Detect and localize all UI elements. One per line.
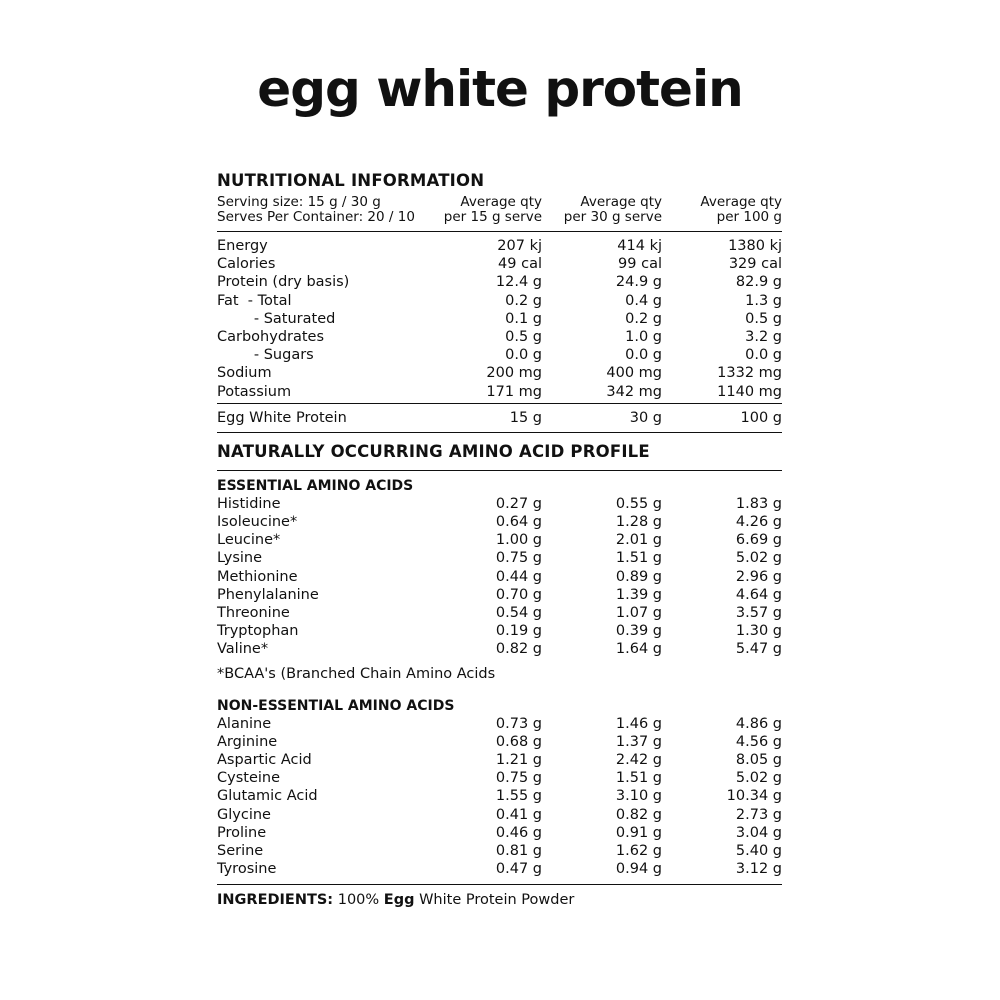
row-value: 0.89 g xyxy=(615,568,662,585)
row-label: Protein (dry basis) xyxy=(217,274,350,291)
row-value: 4.64 g xyxy=(735,586,782,603)
row-value: 0.27 g xyxy=(495,495,542,512)
row-label: Methionine xyxy=(217,568,298,585)
row-value: 1.37 g xyxy=(615,733,662,750)
row-value: 0.68 g xyxy=(495,733,542,750)
amino-acid-row xyxy=(217,733,782,751)
row-label: Energy xyxy=(217,238,268,254)
ingredients-bold-word: Egg xyxy=(383,892,415,909)
row-value: 1.51 g xyxy=(615,550,662,567)
row-value: 1.51 g xyxy=(615,770,662,787)
row-label: Alanine xyxy=(217,715,272,732)
row-value: 3.2 g xyxy=(745,328,782,345)
row-value: 200 mg xyxy=(486,365,542,382)
nutrition-heading: NUTRITIONAL INFORMATION xyxy=(217,171,485,190)
row-value: 0.41 g xyxy=(495,806,542,823)
ingredients-line xyxy=(217,891,782,909)
row-label: Histidine xyxy=(217,495,281,512)
row-value: 0.2 g xyxy=(505,292,542,309)
row-label: Valine* xyxy=(217,641,269,658)
nutrition-row xyxy=(217,310,782,328)
row-value: 6.69 g xyxy=(735,532,782,549)
row-value: 414 kj xyxy=(617,238,662,254)
row-value: 1.0 g xyxy=(625,328,662,345)
row-value: 1.39 g xyxy=(615,586,662,603)
row-value: 2.01 g xyxy=(615,532,662,549)
row-value: 0.5 g xyxy=(745,310,782,327)
row-label: Leucine* xyxy=(217,532,281,549)
row-label: Glycine xyxy=(217,806,271,823)
page-title: egg white protein xyxy=(257,60,743,118)
ingredients-label: INGREDIENTS: xyxy=(217,892,334,909)
nutrition-row xyxy=(217,273,782,291)
nutrition-row xyxy=(217,255,782,273)
row-value: 1.21 g xyxy=(495,751,542,768)
essential-amino-rows xyxy=(217,495,782,659)
row-value: 0.81 g xyxy=(495,842,542,859)
nutrition-panel xyxy=(217,171,782,909)
row-value: 0.19 g xyxy=(495,623,542,640)
row-value: 1.46 g xyxy=(615,715,662,732)
amino-acid-row xyxy=(217,769,782,787)
egg-white-protein-row: Egg White Protein 15 g 30 g 100 g xyxy=(217,409,782,426)
row-value: 171 mg xyxy=(486,383,542,400)
row-label: Aspartic Acid xyxy=(217,751,312,768)
row-value: 2.42 g xyxy=(615,751,662,768)
amino-acid-row xyxy=(217,824,782,842)
row-value: 0.64 g xyxy=(495,514,542,531)
row-label: Glutamic Acid xyxy=(217,788,318,805)
row-label: Isoleucine* xyxy=(217,514,298,531)
nutrition-row xyxy=(217,292,782,310)
nutrition-row xyxy=(217,383,782,401)
amino-acid-row xyxy=(217,842,782,860)
row-value: 1.62 g xyxy=(615,842,662,859)
row-value: 4.56 g xyxy=(735,733,782,750)
nutrition-row xyxy=(217,364,782,382)
ingredients-text-post: White Protein Powder xyxy=(414,892,575,909)
amino-acid-row xyxy=(217,568,782,586)
row-value: 0.46 g xyxy=(495,824,542,841)
nutrition-row xyxy=(217,237,782,255)
row-label: Fat - Total xyxy=(217,292,292,309)
row-value: 0.2 g xyxy=(625,310,662,327)
column-header xyxy=(217,195,782,225)
nutrition-row xyxy=(217,328,782,346)
row-value: 5.40 g xyxy=(735,842,782,859)
row-value: 0.73 g xyxy=(495,715,542,732)
row-value: 4.86 g xyxy=(735,715,782,732)
row-value: 1.28 g xyxy=(615,514,662,531)
row-value: 82.9 g xyxy=(735,274,782,291)
row-value: 0.4 g xyxy=(625,292,662,309)
essential-heading: ESSENTIAL AMINO ACIDS xyxy=(217,477,414,494)
row-value: 207 kj xyxy=(497,238,542,254)
row-value: 342 mg xyxy=(606,383,662,400)
row-value: 0.39 g xyxy=(615,623,662,640)
row-value: 400 mg xyxy=(606,365,662,382)
row-value: 0.70 g xyxy=(495,586,542,603)
nutrition-rows xyxy=(217,232,782,403)
row-label: - Saturated xyxy=(217,310,336,327)
row-label: Threonine xyxy=(217,605,290,621)
nonessential-heading: NON-ESSENTIAL AMINO ACIDS xyxy=(217,697,455,714)
row-value: 5.47 g xyxy=(735,641,782,658)
row-value: 0.5 g xyxy=(505,328,542,345)
row-value: 49 cal xyxy=(498,256,542,273)
bcaa-note: *BCAA's (Branched Chain Amino Acids xyxy=(217,665,496,682)
row-label: Carbohydrates xyxy=(217,328,325,345)
row-value: 0.75 g xyxy=(495,770,542,787)
row-value: 4.26 g xyxy=(735,514,782,531)
amino-acid-row xyxy=(217,640,782,658)
row-value: 1.30 g xyxy=(735,623,782,640)
amino-acid-row xyxy=(217,715,782,733)
row-value: 0.0 g xyxy=(505,347,542,364)
row-value: 0.1 g xyxy=(505,310,542,327)
amino-acid-row xyxy=(217,622,782,640)
row-value: 1.07 g xyxy=(615,605,662,621)
row-label: Proline xyxy=(217,824,267,841)
row-label: Potassium xyxy=(217,383,292,400)
row-value: 10.34 g xyxy=(726,788,782,805)
amino-acid-row xyxy=(217,751,782,769)
row-value: 1.55 g xyxy=(495,788,542,805)
row-value: 12.4 g xyxy=(495,274,542,291)
row-label: Tyrosine xyxy=(217,861,277,878)
row-value: 3.10 g xyxy=(615,788,662,805)
row-value: 5.02 g xyxy=(735,550,782,567)
row-value: 1.64 g xyxy=(615,641,662,658)
row-value: 0.0 g xyxy=(745,347,782,364)
row-value: 0.91 g xyxy=(615,824,662,841)
row-value: 24.9 g xyxy=(615,274,662,291)
row-value: 3.12 g xyxy=(735,861,782,878)
row-value: 1140 mg xyxy=(717,383,782,400)
row-label: Calories xyxy=(217,256,276,273)
row-value: 1.3 g xyxy=(745,292,782,309)
serving-info xyxy=(217,195,422,225)
egg-white-section xyxy=(217,404,782,432)
row-value: 0.47 g xyxy=(495,861,542,878)
row-value: 3.57 g xyxy=(735,605,782,621)
amino-acid-row xyxy=(217,806,782,824)
row-value: 329 cal xyxy=(728,256,782,273)
row-value: 1332 mg xyxy=(717,365,782,382)
row-value: 1380 kj xyxy=(728,238,782,254)
row-value: 0.55 g xyxy=(615,495,662,512)
row-value: 0.75 g xyxy=(495,550,542,567)
row-value: 0.0 g xyxy=(625,347,662,364)
row-value: 1.00 g xyxy=(495,532,542,549)
nonessential-amino-rows xyxy=(217,715,782,885)
row-label: Lysine xyxy=(217,550,263,567)
amino-acid-row xyxy=(217,586,782,604)
row-value: 1.83 g xyxy=(735,495,782,512)
amino-acid-row xyxy=(217,495,782,513)
ingredients-text-pre: 100% xyxy=(333,892,384,909)
column-heading-15g: Average qty per 15 g serve xyxy=(443,194,542,225)
column-heading-30g: Average qty per 30 g serve xyxy=(563,194,662,225)
row-label: Arginine xyxy=(217,733,278,750)
row-value: 0.44 g xyxy=(495,568,542,585)
row-value: 3.04 g xyxy=(735,824,782,841)
row-value: 0.82 g xyxy=(615,806,662,823)
row-label: Phenylalanine xyxy=(217,586,319,603)
row-label: Cysteine xyxy=(217,770,281,787)
row-label: Tryptophan xyxy=(217,623,299,640)
row-label: Serine xyxy=(217,842,264,859)
serves-per-container: Serves Per Container: 20 / 10 xyxy=(217,209,415,225)
row-value: 5.02 g xyxy=(735,770,782,787)
row-value: 0.82 g xyxy=(495,641,542,658)
divider xyxy=(217,470,782,471)
row-value: 99 cal xyxy=(618,256,662,273)
row-value: 0.94 g xyxy=(615,861,662,878)
divider xyxy=(217,432,782,433)
amino-acid-row xyxy=(217,860,782,878)
amino-acid-row xyxy=(217,549,782,567)
column-heading-100g: Average qty per 100 g xyxy=(700,194,782,225)
amino-acid-row xyxy=(217,531,782,549)
serving-size: Serving size: 15 g / 30 g xyxy=(217,194,381,210)
amino-acid-row xyxy=(217,513,782,531)
row-label: - Sugars xyxy=(217,347,314,364)
amino-heading: NATURALLY OCCURRING AMINO ACID PROFILE xyxy=(217,441,650,461)
row-value: 2.73 g xyxy=(735,806,782,823)
amino-acid-row xyxy=(217,604,782,622)
row-label: Sodium xyxy=(217,365,272,382)
nutrition-row xyxy=(217,346,782,364)
row-value: 0.54 g xyxy=(495,605,542,621)
amino-acid-row xyxy=(217,787,782,805)
row-value: 2.96 g xyxy=(735,568,782,585)
row-value: 8.05 g xyxy=(735,751,782,768)
divider xyxy=(217,884,782,885)
